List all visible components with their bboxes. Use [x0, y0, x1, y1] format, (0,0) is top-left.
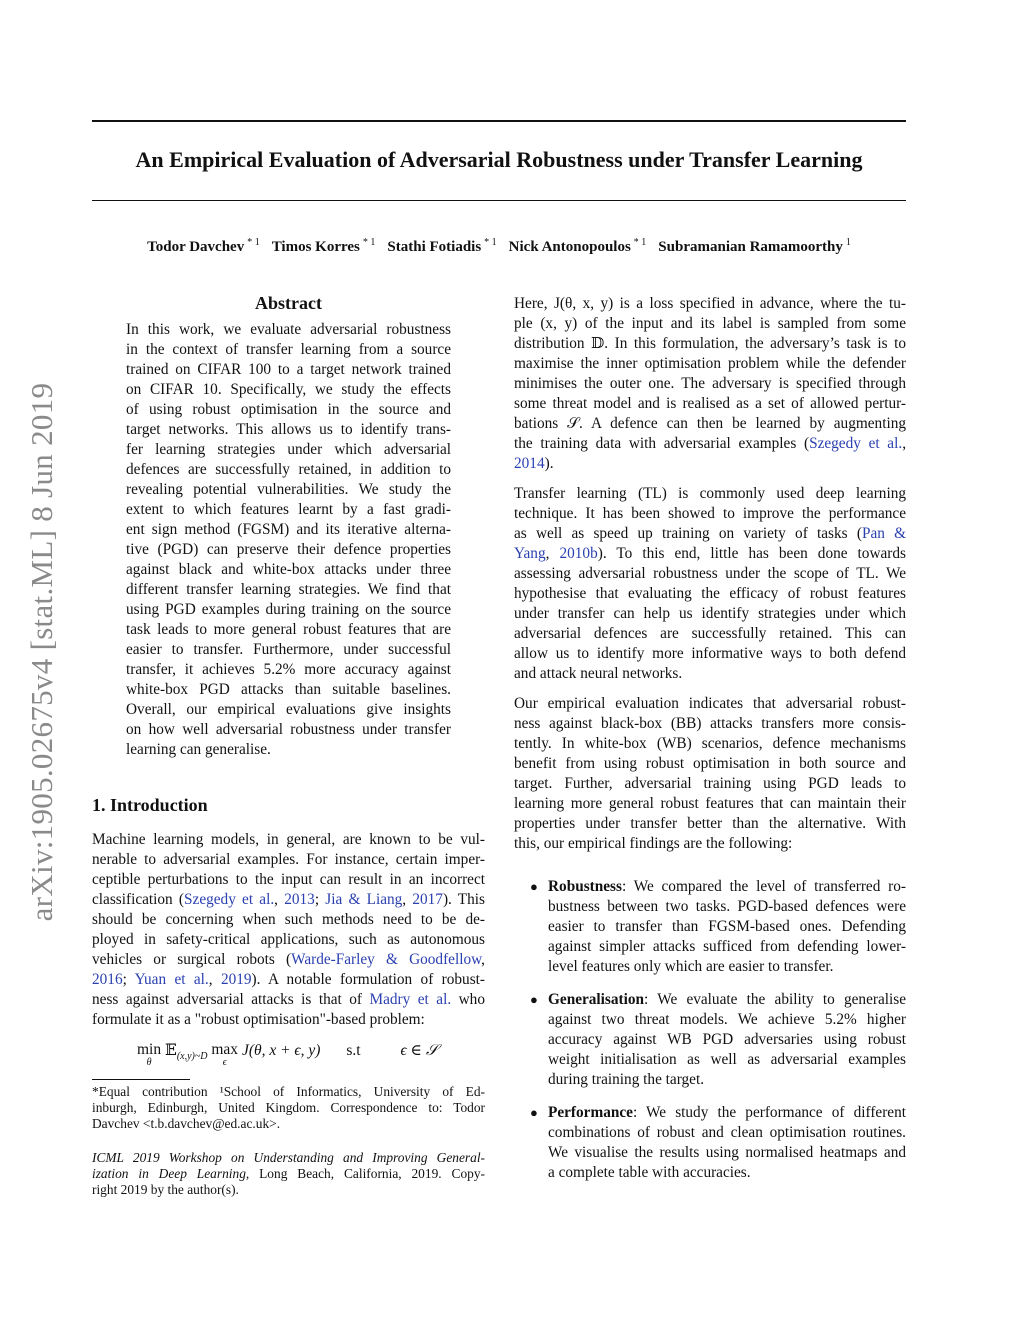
text-line: Robustness: We compared the level of transferred ro-: [548, 878, 906, 895]
author-list: [92, 237, 906, 256]
right-paragraph-3: [514, 694, 906, 854]
author: Timos Korres $^{* 1}$: [271, 237, 376, 255]
text-line: minimises the outer one. The adversary is specified through: [514, 375, 906, 392]
text-line: target networks. This allows us to identify trans-: [126, 421, 451, 438]
eq-min-sub: θ: [146, 1057, 152, 1068]
citation-link[interactable]: Pan &: [861, 525, 907, 542]
text-line: easier to transfer than FGSM-based ones. Defending: [548, 918, 906, 935]
eq-min: min: [137, 1041, 162, 1058]
italic-text: ization in Deep Learning: [92, 1166, 246, 1181]
text-line: Our empirical evaluation indicates that adversarial robust-: [514, 695, 906, 712]
text-line: combinations of robust and clean optimisation routines.: [548, 1124, 906, 1141]
text-line: ceptible perturbations to the input can result in an incorrect: [92, 871, 485, 888]
text-line: ployed in safety-critical applications, such as autonomous: [92, 931, 485, 948]
italic-text: ICML 2019 Workshop on Understanding and Improving General-: [92, 1150, 485, 1165]
citation-link[interactable]: 2016: [92, 971, 123, 988]
text-line: distribution 𝔻. In this formulation, the adversary’s task is to: [514, 335, 906, 352]
citation-link[interactable]: 2017: [412, 891, 443, 908]
text-line: defences are successfully retained, in addition to: [126, 461, 451, 478]
text-line: in the context of transfer learning from a source: [126, 341, 451, 358]
text-line: learning can generalise.: [126, 741, 271, 758]
text-line: Here, J(θ, x, y) is a loss specified in advance, where the tu-: [514, 295, 906, 312]
text-line: level features only which are easier to transfer.: [548, 958, 834, 975]
right-paragraph-2: [514, 484, 906, 684]
venue-note: [92, 1150, 485, 1198]
text-line: Performance: We study the performance of different: [548, 1104, 906, 1121]
text-line: right 2019 by the author(s).: [92, 1182, 239, 1197]
text-line: Transfer learning (TL) is commonly used deep learning: [514, 485, 906, 502]
finding-performance: [548, 1103, 906, 1183]
text-line: should be concerning when such methods need to be de-: [92, 911, 485, 928]
arxiv-identifier: arXiv:1905.02675v4 [stat.ML] 8 Jun 2019: [24, 382, 59, 922]
text-line: using PGD examples during training on the source: [126, 601, 451, 618]
finding-robustness: [548, 877, 906, 977]
text-line: extent to which features learnt by a fast gradi-: [126, 501, 451, 518]
author-affiliation-mark: * 1: [633, 237, 647, 248]
footnote: [92, 1084, 485, 1132]
text-line: hypothesise that evaluating the efficacy of robust features: [514, 585, 906, 602]
text-line: We visualise the results using normalised heatmaps and: [548, 1144, 906, 1161]
text-line: In this work, we evaluate adversarial robustness: [126, 321, 451, 338]
text-line: weight initialisation as well as adversarial examples: [548, 1051, 906, 1068]
text-line: assessing adversarial robustness under the scope of TL. We: [514, 565, 906, 582]
text-line: Davchev <t.b.davchev@ed.ac.uk>.: [92, 1116, 281, 1131]
optimisation-equation: [137, 1041, 438, 1067]
citation-link[interactable]: Jia & Liang: [325, 891, 403, 908]
author: Stathi Fotiadis $^{* 1}$: [387, 237, 497, 255]
bold-term: Performance: [548, 1104, 633, 1121]
introduction-paragraph: [92, 830, 485, 1030]
author: Subramanian Ramamoorthy $^1$: [658, 237, 851, 255]
paper-title: An Empirical Evaluation of Adversarial Robustness under Transfer Learning: [135, 147, 863, 172]
text-line: against two threat models. We achieve 5.2% higher: [548, 1011, 906, 1028]
eq-such-that: s.t: [346, 1042, 361, 1059]
text-line: tently. In white-box (WB) scenarios, defence mechanisms: [514, 735, 906, 752]
eq-max: max: [211, 1041, 239, 1058]
text-line: learning more general robust features that can maintain their: [514, 795, 906, 812]
text-line: [92, 1150, 485, 1166]
author: Todor Davchev $^{* 1}$: [147, 237, 260, 255]
introduction-heading: 1. Introduction: [92, 795, 208, 815]
eq-body: J(θ, x + ϵ, y): [241, 1042, 321, 1059]
author-affiliation-mark: * 1: [247, 237, 260, 248]
eq-constraint: ϵ ∈ 𝒮: [400, 1042, 438, 1059]
text-line: Generalisation: We evaluate the ability to generalise: [548, 991, 906, 1008]
text-line: accuracy against WB PGD adversaries using robust: [548, 1031, 906, 1048]
text-line: bations 𝒮. A defence can then be learned by augmenting: [514, 415, 906, 432]
title-bottom-rule: [92, 200, 906, 201]
text-line: adversarial defences are successfully retained. This can: [514, 625, 906, 642]
text-line: against simpler attacks sufficed from defending lower-: [548, 938, 906, 955]
text-line: against black and white-box attacks under three: [126, 561, 451, 578]
text-line: easier to transfer. Furthermore, under successful: [126, 641, 451, 658]
citation-link[interactable]: 2019: [220, 971, 252, 988]
bullet-icon: ●: [530, 1105, 538, 1120]
citation-link[interactable]: Szegedy et al.: [184, 891, 275, 908]
text-line: 2014).: [514, 455, 554, 472]
text-line: fer learning strategies under which adversarial: [126, 441, 451, 458]
text-line: bustness between two tasks. PGD-based defences were: [548, 898, 906, 915]
text-line: revealing potential vulnerabilities. We study the: [126, 481, 451, 498]
text-line: on how well adversarial robustness under transfer: [126, 721, 451, 738]
text-line: 2016; Yuan et al., 2019). A notable formulation of robust-: [92, 971, 485, 988]
text-line: different transfer learning strategies. We find that: [126, 581, 451, 598]
citation-link[interactable]: Yuan et al.: [134, 971, 209, 988]
text-line: white-box PGD attacks than suitable baselines.: [126, 681, 451, 698]
eq-max-sub: ϵ: [222, 1057, 227, 1068]
eq-expect-sub: (x,y)~D: [176, 1051, 208, 1063]
finding-generalisation: [548, 990, 906, 1090]
citation-link[interactable]: Warde-Farley & Goodfellow: [291, 951, 482, 968]
citation-link[interactable]: 2010b: [559, 545, 598, 562]
text-line: properties under transfer better than the alternative. With: [514, 815, 906, 832]
text-line: Machine learning models, in general, are known to be vul-: [92, 831, 485, 848]
abstract-heading: Abstract: [255, 293, 322, 313]
text-line: transfer, it achieves 5.2% more accuracy against: [126, 661, 451, 678]
text-line: during training the target.: [548, 1071, 705, 1088]
text-line: under transfer can help us identify strategies under which: [514, 605, 906, 622]
bullet-icon: ●: [530, 879, 538, 894]
text-line: ization in Deep Learning, Long Beach, California, 2019. Copy-: [92, 1166, 485, 1181]
text-line: trained on CIFAR 100 to a target network trained: [126, 361, 451, 378]
text-line: on CIFAR 10. Specifically, we study the effects: [126, 381, 451, 398]
text-line: and attack neural networks.: [514, 665, 683, 682]
bullet-icon: ●: [530, 992, 538, 1007]
text-line: ness against black-box (BB) attacks transfers more consis-: [514, 715, 906, 732]
text-line: inburgh, Edinburgh, United Kingdom. Correspondence to: Todor: [92, 1100, 485, 1115]
eq-expectation: 𝔼: [165, 1042, 177, 1059]
citation-link[interactable]: Yang: [514, 545, 546, 562]
text-line: ness against adversarial attacks is that of Madry et al. who: [92, 991, 485, 1008]
footnote-rule: [92, 1079, 190, 1080]
text-line: as well as speed up training on variety of tasks (Pan &: [514, 525, 907, 542]
author: Nick Antonopoulos $^{* 1}$: [508, 237, 647, 255]
bold-term: Generalisation: [548, 991, 645, 1008]
text-line: target. Further, adversarial training using PGD leads to: [514, 775, 906, 792]
text-line: technique. It has been showed to improve the performance: [514, 505, 906, 522]
bold-term: Robustness: [548, 878, 622, 895]
text-line: this, our empirical findings are the following:: [514, 835, 793, 852]
text-line: task leads to more general robust features that are: [126, 621, 451, 638]
text-line: vehicles or surgical robots (Warde-Farley & Goodfellow,: [92, 951, 485, 968]
text-line: maximise the inner optimisation problem while the defender: [514, 355, 906, 372]
text-line: classification (Szegedy et al., 2013; Jia & Liang, 2017). This: [92, 891, 485, 908]
text-line: formulate it as a "robust optimisation"-based problem:: [92, 1011, 425, 1028]
text-line: Overall, our empirical evaluations give insights: [126, 701, 451, 718]
text-line: allow us to identify more informative ways to both defend: [514, 645, 906, 662]
citation-link[interactable]: 2014: [514, 455, 545, 472]
text-line: ent sign method (FGSM) and its iterative alterna-: [126, 521, 451, 538]
right-paragraph-1: [514, 294, 906, 474]
text-line: a complete table with accuracies.: [548, 1164, 751, 1181]
author-affiliation-mark: 1: [845, 237, 851, 248]
text-line: the training data with adversarial examples (Szegedy et al.,: [514, 435, 907, 452]
text-line: Yang, 2010b). To this end, little has been done towards: [514, 545, 906, 562]
citation-link[interactable]: Madry et al.: [369, 991, 452, 1008]
text-line: benefit from using robust optimisation in both source and: [514, 755, 906, 772]
text-line: nerable to adversarial examples. For instance, certain imper-: [92, 851, 485, 868]
text-line: of using robust optimisation in the source and: [126, 401, 451, 418]
abstract-body: [126, 320, 451, 760]
author-affiliation-mark: * 1: [362, 237, 376, 248]
text-line: tive (PGD) can preserve their defence properties: [126, 541, 451, 558]
title-top-rule: [92, 120, 906, 122]
citation-link[interactable]: Szegedy et al.: [809, 435, 903, 452]
text-line: *Equal contribution ¹School of Informatics, University of Ed-: [92, 1084, 485, 1099]
citation-link[interactable]: 2013: [284, 891, 315, 908]
text-line: some threat model and is realised as a set of allowed pertur-: [514, 395, 906, 412]
text-line: ple (x, y) of the input and its label is sampled from some: [514, 315, 906, 332]
author-affiliation-mark: * 1: [484, 237, 497, 248]
